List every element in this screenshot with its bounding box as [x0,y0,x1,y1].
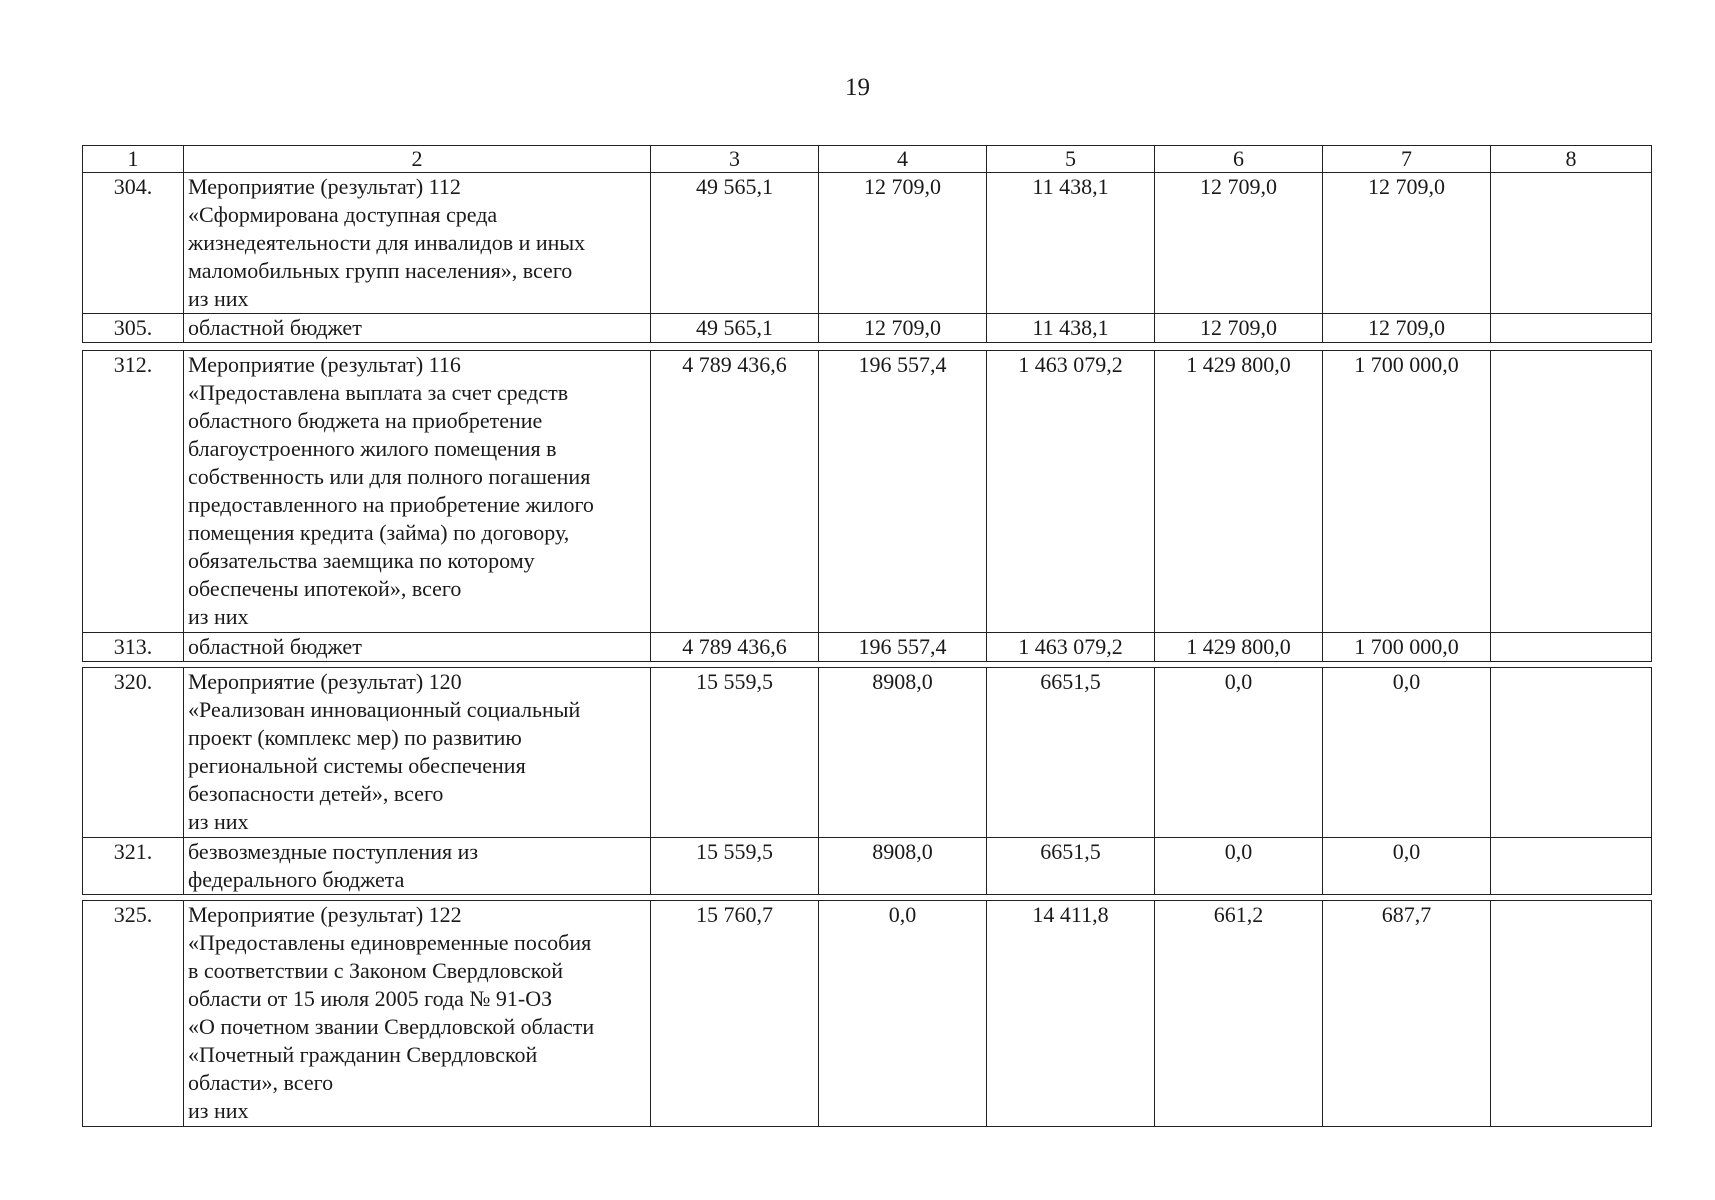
value-col-3: 15 760,7 [651,901,819,1127]
column-header-1: 1 [83,146,184,173]
value-col-5: 6651,5 [987,838,1155,895]
value-col-6: 12 709,0 [1155,314,1323,343]
value-col-7: 12 709,0 [1323,314,1491,343]
value-col-3: 4 789 436,6 [651,351,819,633]
row-number: 320. [83,668,184,838]
table-row-305 [83,314,1652,343]
table-row-321 [83,838,1652,895]
value-col-8 [1491,173,1652,314]
row-number: 313. [83,633,184,662]
value-col-6: 1 429 800,0 [1155,351,1323,633]
value-col-4: 8908,0 [819,838,987,895]
value-col-4: 12 709,0 [819,173,987,314]
value-col-3: 49 565,1 [651,314,819,343]
row-number: 312. [83,351,184,633]
budget-table-block-3 [82,667,1652,895]
row-number: 305. [83,314,184,343]
budget-table-block-4 [82,900,1652,1127]
row-description: областной бюджет [184,633,651,662]
table-row-325 [83,901,1652,1127]
value-col-5: 6651,5 [987,668,1155,838]
value-col-6: 661,2 [1155,901,1323,1127]
column-header-4: 4 [819,146,987,173]
row-number: 325. [83,901,184,1127]
table-row-312 [83,351,1652,633]
value-col-8 [1491,633,1652,662]
value-col-4: 196 557,4 [819,351,987,633]
value-col-5: 1 463 079,2 [987,351,1155,633]
row-description: Мероприятие (результат) 120 «Реализован инновационный социальный проект (комплекс мер) по развитию региональной системы обеспечения безопасности детей», всего из них [184,668,651,838]
value-col-5: 11 438,1 [987,173,1155,314]
value-col-8 [1491,668,1652,838]
column-header-row [83,146,1652,173]
value-col-7: 0,0 [1323,668,1491,838]
row-description: Мероприятие (результат) 112 «Сформирована доступная среда жизнедеятельности для инвалидов и иных маломобильных групп населения», всего из них [184,173,651,314]
column-header-3: 3 [651,146,819,173]
column-header-6: 6 [1155,146,1323,173]
value-col-7: 0,0 [1323,838,1491,895]
value-col-3: 49 565,1 [651,173,819,314]
budget-table-block-2 [82,350,1652,662]
value-col-4: 8908,0 [819,668,987,838]
row-number: 321. [83,838,184,895]
value-col-8 [1491,901,1652,1127]
column-header-2: 2 [184,146,651,173]
value-col-3: 4 789 436,6 [651,633,819,662]
value-col-6: 0,0 [1155,668,1323,838]
value-col-7: 1 700 000,0 [1323,351,1491,633]
row-number: 304. [83,173,184,314]
value-col-3: 15 559,5 [651,838,819,895]
row-description: Мероприятие (результат) 122 «Предоставлены единовременные пособия в соответствии с Законом Свердловской области от 15 июля 2005 года № 91-ОЗ «О почетном звании Свердловской области «Почетный гражданин Свердловской области», всего из них [184,901,651,1127]
value-col-6: 0,0 [1155,838,1323,895]
table-row-313 [83,633,1652,662]
row-description: областной бюджет [184,314,651,343]
value-col-6: 1 429 800,0 [1155,633,1323,662]
table-row-320 [83,668,1652,838]
row-description: безвозмездные поступления из федерального бюджета [184,838,651,895]
value-col-7: 687,7 [1323,901,1491,1127]
table-row-304 [83,173,1652,314]
page-number: 19 [845,74,870,101]
value-col-5: 14 411,8 [987,901,1155,1127]
budget-table-block-1 [82,145,1652,343]
value-col-4: 12 709,0 [819,314,987,343]
value-col-4: 0,0 [819,901,987,1127]
value-col-5: 11 438,1 [987,314,1155,343]
row-description: Мероприятие (результат) 116 «Предоставлена выплата за счет средств областного бюджета на приобретение благоустроенного жилого помещения в собственность или для полного погашения предоставленного на приобретение жилого помещения кредита (займа) по договору, обязательства заемщика по которому обеспечены ипотекой», всего из них [184,351,651,633]
column-header-7: 7 [1323,146,1491,173]
value-col-6: 12 709,0 [1155,173,1323,314]
column-header-8: 8 [1491,146,1652,173]
column-header-5: 5 [987,146,1155,173]
value-col-5: 1 463 079,2 [987,633,1155,662]
value-col-8 [1491,314,1652,343]
value-col-3: 15 559,5 [651,668,819,838]
value-col-4: 196 557,4 [819,633,987,662]
value-col-7: 1 700 000,0 [1323,633,1491,662]
value-col-7: 12 709,0 [1323,173,1491,314]
value-col-8 [1491,351,1652,633]
value-col-8 [1491,838,1652,895]
